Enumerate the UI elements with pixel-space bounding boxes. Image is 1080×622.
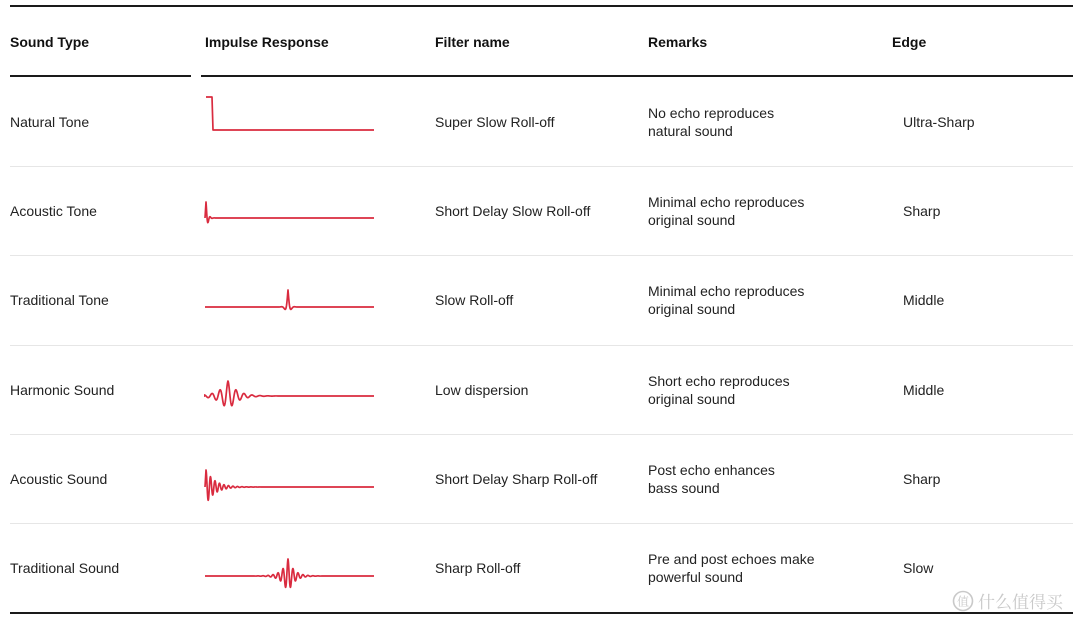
sharp-rolloff-impulse-graph <box>204 531 376 607</box>
table-row <box>0 523 1080 612</box>
sound-type-cell: Traditional Sound <box>10 560 120 576</box>
remarks-line: bass sound <box>648 480 720 496</box>
remarks-line: Minimal echo reproduces <box>648 194 805 210</box>
remarks-line: No echo reproduces <box>648 105 775 121</box>
filter-name-cell: Short Delay Sharp Roll-off <box>435 471 598 487</box>
remarks-line: Post echo enhances <box>648 462 775 478</box>
remarks-line: natural sound <box>648 123 733 139</box>
edge-cell: Middle <box>903 292 945 308</box>
remarks-cell <box>648 461 848 497</box>
step-impulse-graph <box>204 85 376 161</box>
impulse-waveform-line <box>205 559 374 587</box>
centered-spike-impulse-graph <box>204 263 376 339</box>
table-row <box>0 166 1080 255</box>
edge-cell: Sharp <box>903 471 941 487</box>
remarks-cell <box>648 104 848 140</box>
table-row <box>0 345 1080 434</box>
svg-text:值: 值 <box>956 594 970 608</box>
header-filter-name: Filter name <box>435 34 510 50</box>
filter-name-cell: Sharp Roll-off <box>435 560 521 576</box>
short-delay-sharp-impulse-graph <box>204 442 376 518</box>
impulse-waveform-line <box>205 290 374 309</box>
header-remarks: Remarks <box>648 34 708 50</box>
sound-type-cell: Natural Tone <box>10 114 90 130</box>
impulse-waveform-line <box>205 470 374 500</box>
watermark-text: 什么值得买 <box>978 593 1063 612</box>
table-row <box>0 255 1080 344</box>
header-impulse-response: Impulse Response <box>205 34 329 50</box>
edge-cell: Middle <box>903 382 945 398</box>
sound-type-cell: Harmonic Sound <box>10 382 115 398</box>
edge-cell: Slow <box>903 560 934 576</box>
table-bottom-rule <box>10 612 1073 614</box>
impulse-waveform-line <box>205 202 374 223</box>
remarks-line: original sound <box>648 391 736 407</box>
header-sound-type: Sound Type <box>10 34 90 50</box>
remarks-cell <box>648 282 848 318</box>
smzdm-logo-icon <box>952 590 974 612</box>
table-row <box>0 434 1080 523</box>
remarks-line: Short echo reproduces <box>648 373 790 389</box>
table-top-rule <box>10 5 1073 7</box>
filter-name-cell: Slow Roll-off <box>435 292 514 308</box>
remarks-line: Minimal echo reproduces <box>648 283 805 299</box>
watermark <box>952 588 1063 613</box>
remarks-line: powerful sound <box>648 569 743 585</box>
remarks-line: original sound <box>648 212 736 228</box>
edge-cell: Sharp <box>903 203 941 219</box>
header-edge: Edge <box>892 34 927 50</box>
remarks-line: Pre and post echoes make <box>648 551 815 567</box>
filter-name-cell: Short Delay Slow Roll-off <box>435 203 591 219</box>
filter-name-cell: Super Slow Roll-off <box>435 114 555 130</box>
sound-type-cell: Acoustic Sound <box>10 471 108 487</box>
sound-type-cell: Traditional Tone <box>10 292 109 308</box>
remarks-line: original sound <box>648 301 736 317</box>
impulse-waveform-line <box>204 381 374 406</box>
remarks-cell <box>648 372 848 408</box>
remarks-cell <box>648 550 848 586</box>
sound-type-cell: Acoustic Tone <box>10 203 97 219</box>
low-dispersion-impulse-graph <box>204 353 376 429</box>
table-row <box>0 77 1080 166</box>
filter-name-cell: Low dispersion <box>435 382 529 398</box>
impulse-waveform-line <box>206 97 374 130</box>
short-delay-slow-impulse-graph <box>204 174 376 250</box>
edge-cell: Ultra-Sharp <box>903 114 975 130</box>
remarks-cell <box>648 193 848 229</box>
